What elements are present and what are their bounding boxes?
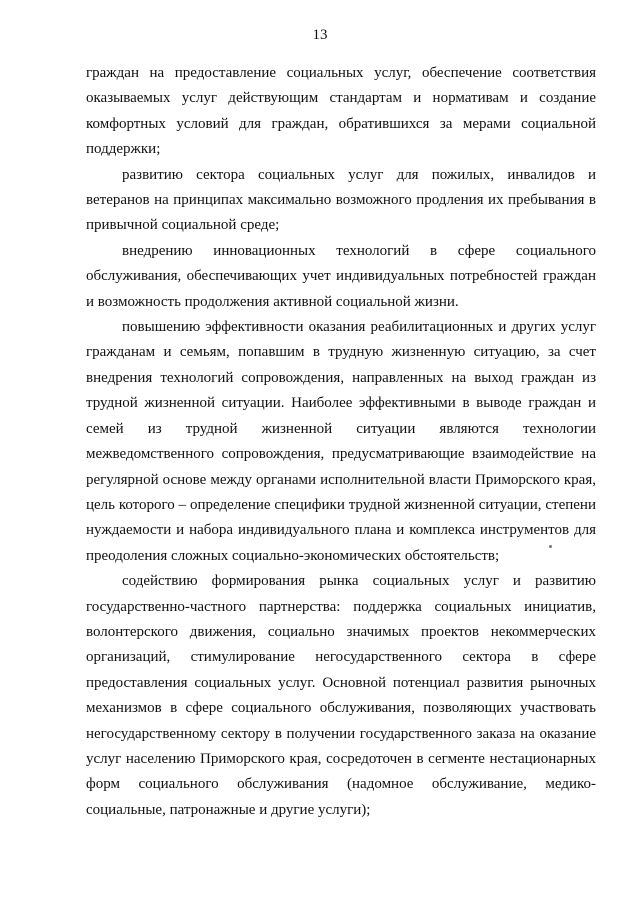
paragraph-market-formation: содействию формирования рынка социальных услуг и развитию государственно-частного партнерства: поддержка социальных инициатив, волонтерского движения, социально значимых проектов некоммерческих организаций, стимулирование негосударственного сектора в сфере предоставления социальных услуг. Основной потенциал развития рыночных механизмов в сфере социального обслуживания, позволяющих участвовать негосударственному сектору в получении государственного заказа на оказание услуг населению Приморского края, сосредоточен в сегменте нестационарных форм социального обслуживания (надомное обслуживание, медико-социальные, патронажные и другие услуги); — [86, 573, 596, 818]
paragraph-continuation: граждан на предоставление социальных услуг, обеспечение соответствия оказываемых услуг действующим стандартам и нормативам и создание комфортных условий для граждан, обратившихся за мерами социальной поддержки; — [86, 65, 596, 158]
document-body — [86, 61, 596, 823]
scan-speck — [549, 545, 552, 548]
paragraph-innovation-technologies: внедрению инновационных технологий в сфере социального обслуживания, обеспечивающих учет индивидуальных потребностей граждан и возможность продолжения активной социальной жизни. — [86, 242, 596, 310]
page-number: 13 — [312, 27, 328, 43]
paragraph-social-sector-development: развитию сектора социальных услуг для пожилых, инвалидов и ветеранов на принципах максимально возможного продления их пребывания в привычной социальной среде; — [86, 166, 596, 234]
paragraph-rehabilitation-efficiency: повышению эффективности оказания реабилитационных и других услуг гражданам и семьям, попавшим в трудную жизненную ситуацию, за счет внедрения технологий сопровождения, направленных на выход граждан из трудной жизненной ситуации. Наиболее эффективными в выводе граждан и семей из трудной жизненной ситуации являются технологии межведомственного сопровождения, предусматривающие взаимодействие на регулярной основе между органами исполнительной власти Приморского края, цель которого – определение специфики трудной жизненной ситуации, степени нуждаемости и набора индивидуального плана и комплекса инструментов для преодоления сложных социально-экономических обстоятельств; — [86, 319, 596, 564]
